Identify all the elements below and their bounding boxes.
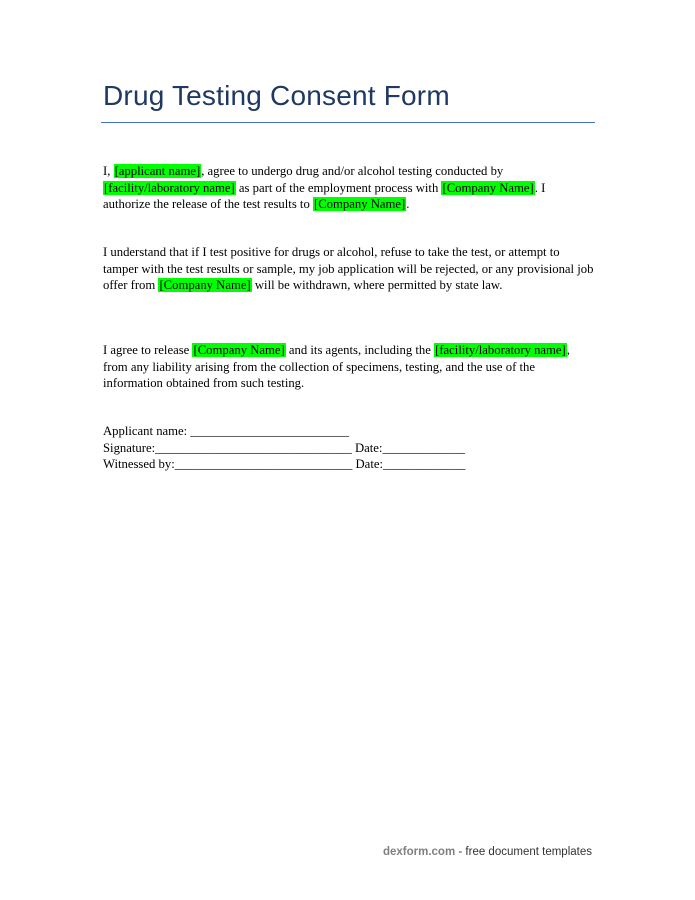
company-name-placeholder: [Company Name]: [159, 278, 251, 292]
paragraph-text: , from any liability arising from the collection of specimens, testing, and the use of the information obtained from such testing.: [103, 343, 570, 390]
title-divider: [101, 122, 595, 123]
facility-name-placeholder: [facility/laboratory name]: [104, 180, 235, 195]
paragraph-text: I understand that if I test positive for drugs or alcohol, refuse to take the test, or attempt to tamper with the test results or sample, my job application will be rejected, or any provisional job offer from: [103, 245, 594, 292]
release-paragraph: [103, 342, 595, 392]
witnessed-line: Witnessed by:____________________________ Date:_____________: [103, 457, 466, 471]
consent-paragraph: [103, 163, 595, 213]
paragraph-text: and its agents, including the: [285, 343, 435, 357]
paragraph-text: , agree to undergo drug and/or alcohol testing conducted by: [201, 164, 504, 178]
signature-block: [103, 423, 465, 473]
paragraph-text: will be withdrawn, where permitted by state law.: [251, 278, 503, 292]
footer: [383, 846, 592, 858]
applicant-name-placeholder: [applicant name]: [114, 164, 201, 178]
applicant-name-line: Applicant name: _________________________: [103, 424, 349, 438]
positive-result-paragraph: [103, 244, 595, 294]
footer-brand-link[interactable]: dexform.com: [382, 846, 456, 858]
paragraph-text: as part of the employment process with: [235, 180, 442, 195]
company-name-placeholder: [Company Name]: [313, 197, 406, 211]
paragraph-text: I agree to release: [103, 343, 193, 357]
footer-tagline: free document templates: [465, 846, 592, 858]
company-name-placeholder: [Company Name]: [193, 343, 285, 357]
company-name-placeholder: [Company Name]: [442, 180, 534, 195]
signature-line: Signature:_______________________________ Date:_____________: [103, 440, 465, 455]
page-title: Drug Testing Consent Form: [103, 80, 450, 111]
paragraph-text: .: [406, 197, 410, 211]
paragraph-text: . I authorize the release of the test results to: [103, 180, 546, 211]
paragraph-text: I,: [103, 164, 114, 178]
footer-separator: -: [455, 846, 466, 858]
facility-name-placeholder: [facility/laboratory name]: [435, 343, 566, 357]
